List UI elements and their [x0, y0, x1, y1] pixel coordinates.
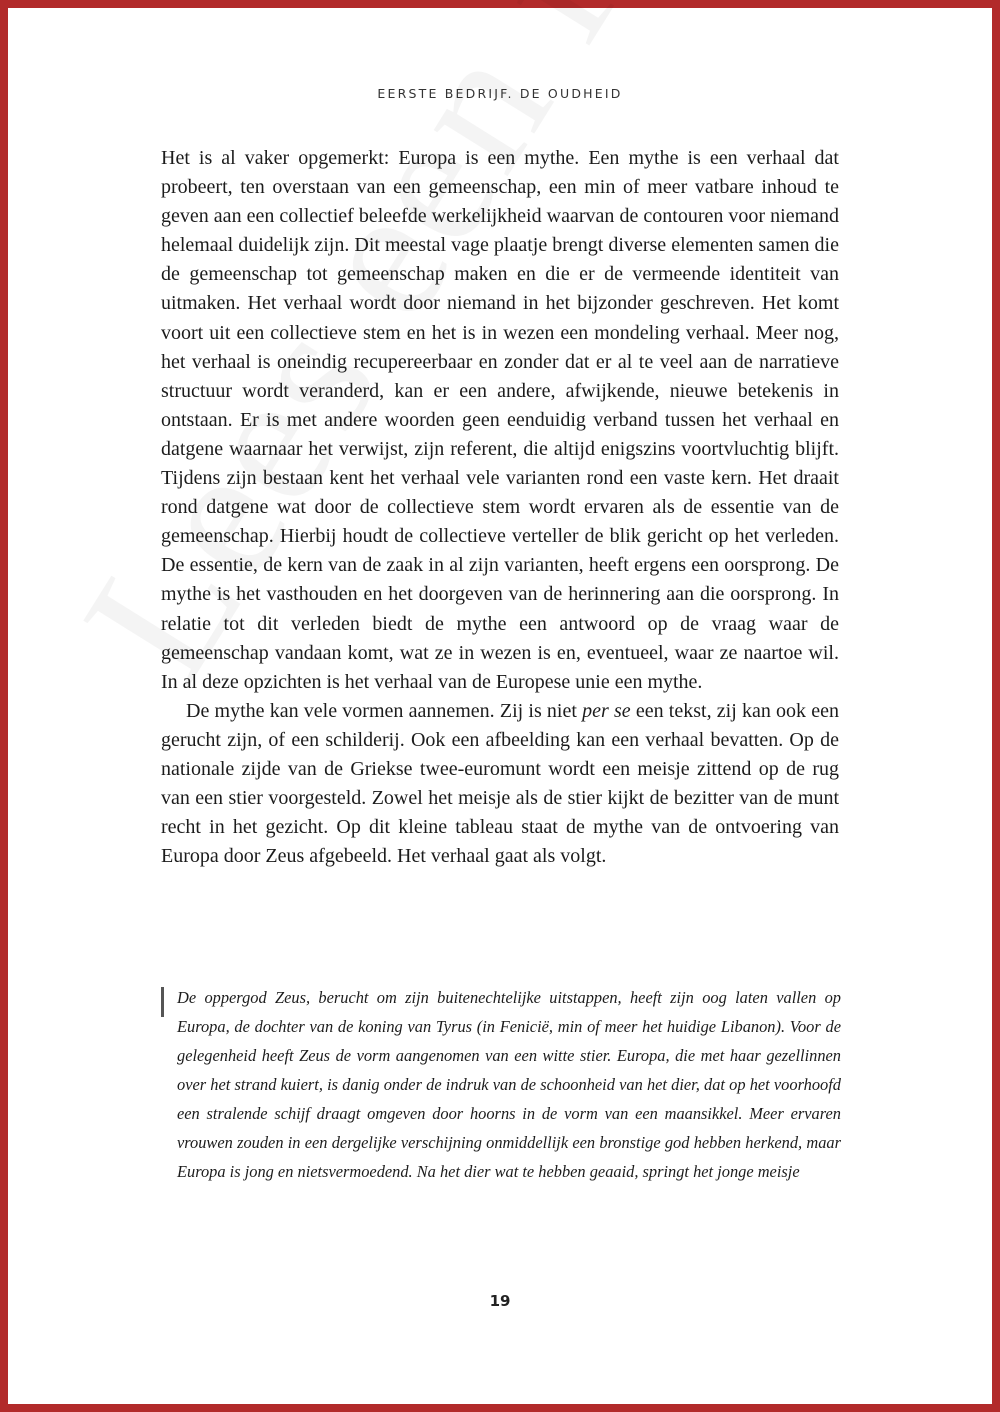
quote-text: De oppergod Zeus, berucht om zijn buitenechtelijke uitstappen, heeft zijn oog laten vallen op Europa, de dochter van de koning van Tyrus (in Fenicië, min of meer het huidige Libanon). Voor de gelegenheid heeft Zeus de vorm aangenomen van een witte stier. Europa, die met haar gezellinnen over het strand kuiert, is danig onder de indruk van de schoonheid van het dier, dat op het voorhoofd een stralende schijf draagt omgeven door hoorns in de vorm van een maansikkel. Meer ervaren vrouwen zouden in een dergelijke verschijning onmiddellijk een bronstige god hebben herkend, maar Europa is jong en nietsvermoedend. Na het dier wat te hebben geaaid, springt het jonge meisje	[177, 988, 841, 1181]
paragraph-2-italic: per se	[582, 699, 631, 722]
body-text	[161, 144, 839, 871]
paragraph-2	[161, 697, 839, 872]
running-head: EERSTE BEDRIJF. DE OUDHEID	[377, 86, 623, 101]
page-number: 19	[489, 1292, 511, 1310]
paragraph-1: Het is al vaker opgemerkt: Europa is een mythe. Een mythe is een verhaal dat probeert, ten overstaan van een gemeenschap, een min of meer vatbare inhoud te geven aan een collectief beleefde werkelijkheid waarvan de contouren voor niemand helemaal duidelijk zijn. Dit meestal vage plaatje brengt diverse elementen samen die de gemeenschap tot gemeenschap maken en die er de vermeende identiteit van uitmaken. Het verhaal wordt door niemand in het bijzonder geschreven. Het komt voort uit een collectieve stem en het is in wezen een mondeling verhaal. Meer nog, het verhaal is oneindig recupereerbaar en zonder dat er al te veel aan de narratieve structuur wordt veranderd, kan er een andere, afwijkende, nieuwe betekenis in ontstaan. Er is met andere woorden geen eenduidig verband tussen het verhaal en datgene waarnaar het verwijst, zijn referent, die altijd enigszins voortvluchtig blijft. Tijdens zijn bestaan kent het verhaal vele varianten rond een vaste kern. Het draait rond datgene wat door de collectieve stem wordt ervaren als de essentie van de gemeenschap. Hierbij houdt de collectieve verteller de blik gericht op het verleden. De essentie, de kern van de zaak in al zijn varianten, heeft ergens een oorsprong. De mythe is het vasthouden en het doorgeven van de herinnering aan die oorsprong. In relatie tot dit verleden biedt de mythe een antwoord op de vraag waar de gemeenschap vandaan komt, wat ze in wezen is en, eventueel, waar ze naartoe wil. In al deze opzichten is het verhaal van de Europese unie een mythe.	[161, 147, 839, 693]
block-quote	[161, 983, 841, 1186]
quote-bar	[161, 987, 164, 1017]
paragraph-2-part-2: een tekst, zij kan ook een gerucht zijn, of een schilderij. Ook een afbeelding kan een verhaal bevatten. Op de nationale zijde van de Griekse twee-euromunt wordt een meisje zittend op de rug van een stier voorgesteld. Zowel het meisje als de stier kijkt de bezitter van de munt recht in het gezicht. Op dit kleine tableau staat de mythe van de ontvoering van Europa door Zeus afgebeeld. Het verhaal gaat als volgt.	[161, 699, 839, 868]
paragraph-2-part-1: De mythe kan vele vormen aannemen. Zij is niet	[186, 699, 583, 722]
